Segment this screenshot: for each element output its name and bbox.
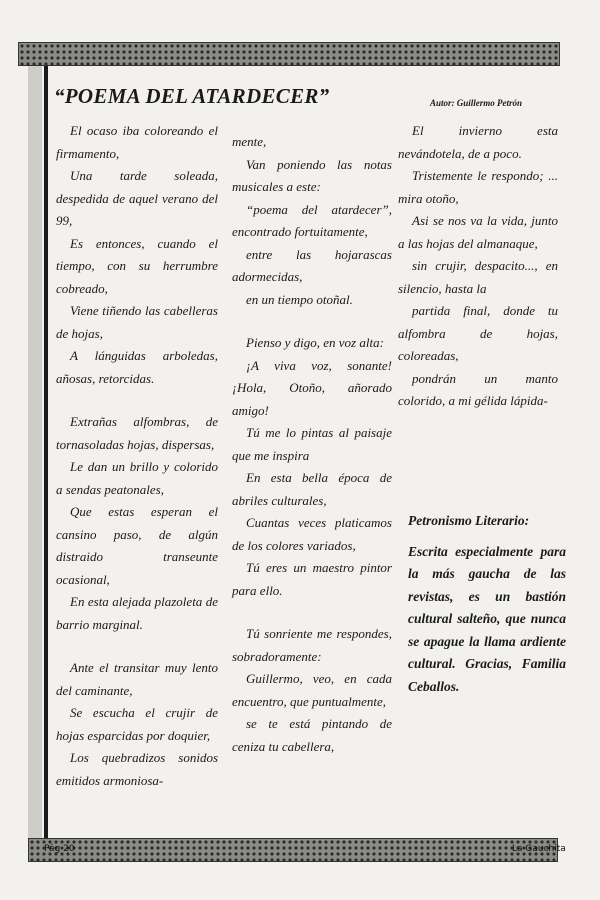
stanza-line: partida final, donde tu alfombra de hojas, coloreadas, xyxy=(398,303,558,363)
stanza-line: Van poniendo las notas musicales a este: xyxy=(232,156,392,194)
stanza-line: se te está pintando de ceniza tu cabellera, xyxy=(232,716,392,754)
poem-column-1 xyxy=(56,120,218,792)
stanza-line: ¡A viva voz, sonante! ¡Hola, Otoño, añorado amigo! xyxy=(232,357,392,418)
dotted-footer-band xyxy=(28,838,558,862)
page-number: Pág 20 xyxy=(44,844,75,854)
stanza-line: Le dan un brillo y colorido a sendas peatonales, xyxy=(56,459,218,497)
stanza-line: Los quebradizos sonidos emitidos armoniosa- xyxy=(56,750,218,788)
stanza-line: El invierno esta nevándotela, de a poco. xyxy=(398,123,558,161)
stanza-line: Pienso y digo, en voz alta: xyxy=(246,335,384,350)
stanza-line: pondrán un manto colorido, a mi gélida lápida- xyxy=(398,370,558,408)
stanza-line: Es entonces, cuando el tiempo, con su herrumbre cobreado, xyxy=(56,235,218,296)
stanza-line: Cuantas veces platicamos de los colores variados, xyxy=(232,515,392,553)
stanza-line: Ante el transitar muy lento del caminante, xyxy=(56,660,218,698)
note-heading: Petronismo Literario: xyxy=(408,513,530,528)
literary-note xyxy=(408,510,566,698)
stanza-line: “poema del atardecer”, encontrado fortuitamente, xyxy=(232,201,392,239)
left-margin-shadow xyxy=(28,66,42,842)
left-border-rule xyxy=(44,66,48,842)
stanza-line: Tristemente le respondo; ... mira otoño, xyxy=(398,168,558,206)
stanza-line: A lánguidas arboledas, añosas, retorcidas. xyxy=(56,348,218,386)
stanza-line: En esta bella época de abriles culturales, xyxy=(232,470,392,508)
stanza-line: en un tiempo otoñal. xyxy=(246,291,353,307)
stanza-line: Extrañas alfombras, de tornasoladas hojas, dispersas, xyxy=(56,414,218,452)
stanza-line: entre las hojarascas adormecidas, xyxy=(232,246,392,284)
note-body: Escrita especialmente para la más gaucha de las revistas, es un bastión cultural salteño, que nunca se apague la llama ardiente cultural. Gracias, Familia Ceballos. xyxy=(408,543,566,694)
dotted-header-band xyxy=(18,42,560,66)
stanza-line: sin crujir, despacito..., en silencio, hasta la xyxy=(398,258,558,296)
stanza-line: mente, xyxy=(232,134,267,149)
poem-title: “POEMA DEL ATARDECER” xyxy=(54,84,330,108)
poem-author: Autor: Guillermo Petrón xyxy=(430,98,523,108)
stanza-line: Asi se nos va la vida, junto a las hojas del almanaque, xyxy=(398,213,558,251)
stanza-line: Que estas esperan el cansino paso, de algún distraido transeunte ocasional, xyxy=(56,504,218,587)
poem-column-2 xyxy=(232,131,392,758)
stanza-line: El ocaso iba coloreando el firmamento, xyxy=(56,123,218,161)
magazine-name: La Gauchita xyxy=(512,844,566,854)
stanza-line: Una tarde soleada, despedida de aquel verano del 99, xyxy=(56,168,218,228)
stanza-line: Tú me lo pintas al paisaje que me inspira xyxy=(232,425,392,463)
stanza-line: Guillermo, veo, en cada encuentro, que puntualmente, xyxy=(232,671,392,709)
poem-column-3 xyxy=(398,120,558,413)
stanza-line: Tú sonriente me respondes, sobradoramente: xyxy=(232,626,392,664)
stanza-line: Se escucha el crujir de hojas esparcidas por doquier, xyxy=(56,705,218,743)
stanza-line: Viene tiñendo las cabelleras de hojas, xyxy=(56,303,218,341)
stanza-line: Tú eres un maestro pintor para ello. xyxy=(232,560,392,598)
stanza-line: En esta alejada plazoleta de barrio marginal. xyxy=(56,594,218,632)
